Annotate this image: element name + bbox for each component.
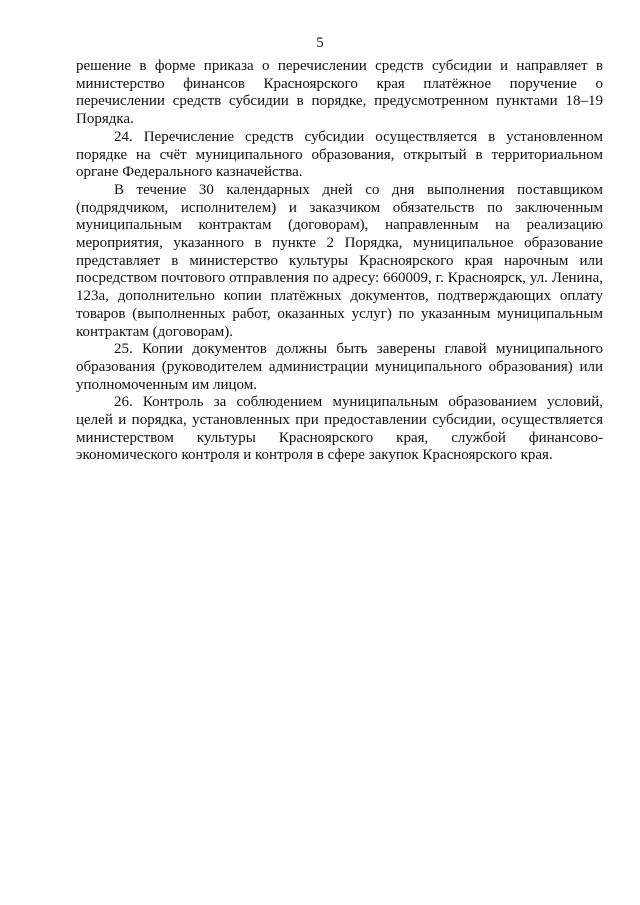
document-body — [76, 58, 603, 465]
paragraph-26: 26. Контроль за соблюдением муниципальным образованием условий, целей и порядка, установленных при предоставлении субсидии, осуществляется министерством культуры Красноярского края, службой финансово-экономического контроля и контроля в сфере закупок Красноярского края. — [76, 394, 603, 464]
paragraph-25: 25. Копии документов должны быть заверены главой муниципального образования (руководителем администрации муниципального образования) или уполномоченным им лицом. — [76, 341, 603, 393]
paragraph-continuation: решение в форме приказа о перечислении средств субсидии и направляет в министерство финансов Красноярского края платёжное поручение о перечислении средств субсидии в порядке, предусмотренном пунктами 18–19 Порядка. — [76, 58, 603, 128]
paragraph-24: 24. Перечисление средств субсидии осуществляется в установленном порядке на счёт муниципального образования, открытый в территориальном органе Федерального казначейства. — [76, 128, 603, 181]
paragraph-report-deadline: В течение 30 календарных дней со дня выполнения поставщиком (подрядчиком, исполнителем) и заказчиком обязательств по заключенным муниципальным контрактам (договорам), направленным на реализацию мероприятия, указанного в пункте 2 Порядка, муниципальное образование представляет в министерство культуры Красноярского края нарочным или посредством почтового отправления по адресу: 660009, г. Красноярск, ул. Ленина, 123а, дополнительно копии платёжных документов, подтверждающих оплату товаров (выполненных работ, оказанных услуг) по указанным муниципальным контрактам (договорам). — [76, 181, 603, 340]
page-number: 5 — [316, 35, 324, 51]
